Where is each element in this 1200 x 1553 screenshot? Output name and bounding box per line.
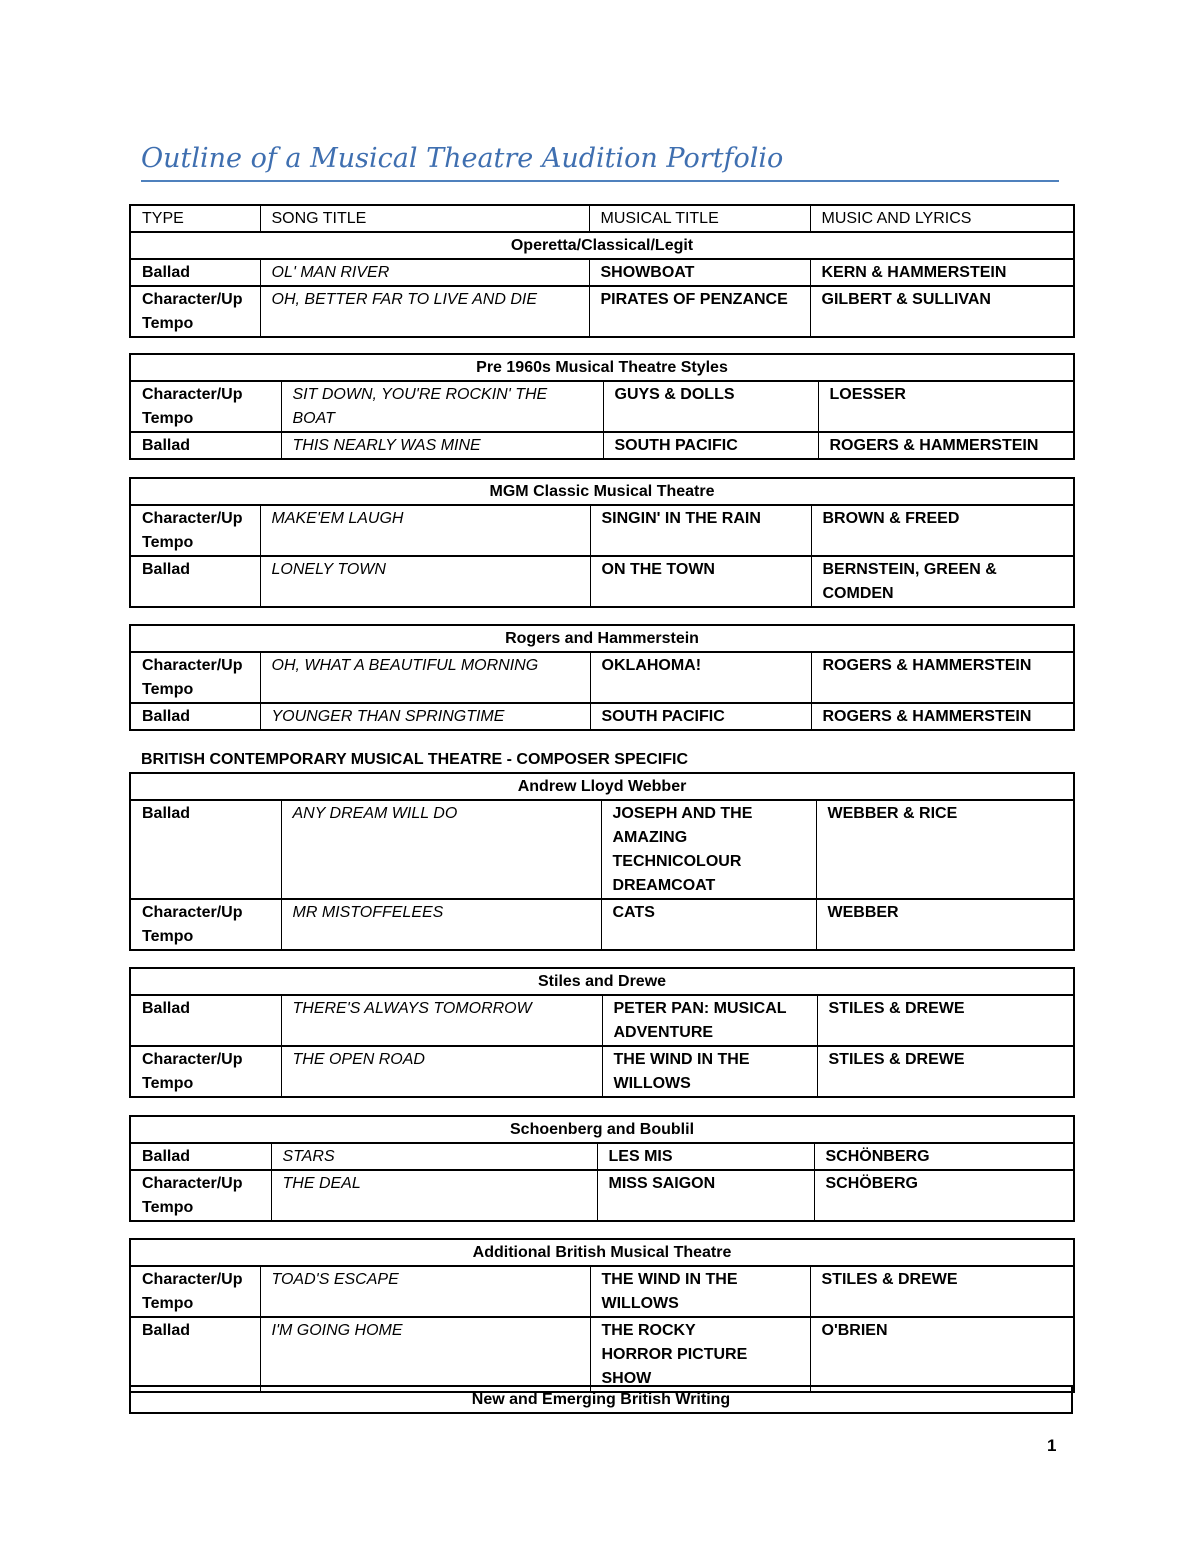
table-row xyxy=(130,800,1074,899)
british-contemporary-label: BRITISH CONTEMPORARY MUSICAL THEATRE - COMPOSER SPECIFIC xyxy=(141,751,688,768)
credits-cell: KERN & HAMMERSTEIN xyxy=(810,259,1074,286)
section-heading: Operetta/Classical/Legit xyxy=(130,232,1074,259)
song-cell: ANY DREAM WILL DO xyxy=(281,800,601,899)
song-cell: THIS NEARLY WAS MINE xyxy=(281,432,603,459)
header-type: TYPE xyxy=(130,205,260,232)
table-row xyxy=(130,1046,1074,1097)
musical-cell: LES MIS xyxy=(597,1143,814,1170)
type-cell: Character/Up Tempo xyxy=(130,1046,281,1097)
musical-cell: GUYS & DOLLS xyxy=(603,381,818,432)
table-row xyxy=(130,432,1074,459)
credits-cell: SCHÖNBERG xyxy=(814,1143,1074,1170)
type-cell: Character/Up Tempo xyxy=(130,505,260,556)
type-cell: Ballad xyxy=(130,432,281,459)
type-cell: Character/Up Tempo xyxy=(130,1170,271,1221)
musical-cell: SHOWBOAT xyxy=(589,259,810,286)
song-cell: OH, BETTER FAR TO LIVE AND DIE xyxy=(260,286,589,337)
table-new-emerging xyxy=(129,1385,1073,1414)
credits-cell: LOESSER xyxy=(818,381,1074,432)
musical-cell: PETER PAN: MUSICAL ADVENTURE xyxy=(602,995,817,1046)
section-heading-row xyxy=(130,354,1074,381)
musical-cell: OKLAHOMA! xyxy=(590,652,811,703)
table-row xyxy=(130,286,1074,337)
musical-cell: SOUTH PACIFIC xyxy=(590,703,811,730)
credits-cell: GILBERT & SULLIVAN xyxy=(810,286,1074,337)
credits-cell: WEBBER & RICE xyxy=(816,800,1074,899)
musical-cell: JOSEPH AND THE AMAZING TECHNICOLOUR DREAMCOAT xyxy=(601,800,816,899)
song-cell: OL' MAN RIVER xyxy=(260,259,589,286)
type-cell: Character/Up Tempo xyxy=(130,286,260,337)
section-heading-row xyxy=(130,773,1074,800)
song-cell: THE OPEN ROAD xyxy=(281,1046,602,1097)
credits-cell: ROGERS & HAMMERSTEIN xyxy=(811,703,1074,730)
type-cell: Ballad xyxy=(130,800,281,899)
song-cell: LONELY TOWN xyxy=(260,556,590,607)
table-row xyxy=(130,899,1074,950)
song-cell: MAKE'EM LAUGH xyxy=(260,505,590,556)
song-cell: THERE'S ALWAYS TOMORROW xyxy=(281,995,602,1046)
section-heading-row xyxy=(130,232,1074,259)
table-row xyxy=(130,556,1074,607)
type-cell: Ballad xyxy=(130,556,260,607)
table-mgm xyxy=(129,477,1075,608)
song-cell: SIT DOWN, YOU'RE ROCKIN' THE BOAT xyxy=(281,381,603,432)
section-heading: MGM Classic Musical Theatre xyxy=(130,478,1074,505)
table-row xyxy=(130,652,1074,703)
song-cell: THE DEAL xyxy=(271,1170,597,1221)
table-row xyxy=(130,703,1074,730)
credits-cell: BROWN & FREED xyxy=(811,505,1074,556)
credits-cell: WEBBER xyxy=(816,899,1074,950)
musical-cell: SINGIN' IN THE RAIN xyxy=(590,505,811,556)
table-additional-british xyxy=(129,1238,1075,1393)
credits-cell: SCHÖBERG xyxy=(814,1170,1074,1221)
table-row xyxy=(130,1143,1074,1170)
credits-cell: STILES & DREWE xyxy=(810,1266,1074,1317)
musical-cell: THE WIND IN THE WILLOWS xyxy=(602,1046,817,1097)
table-row xyxy=(130,995,1074,1046)
table-lloyd-webber xyxy=(129,772,1075,951)
song-cell: MR MISTOFFELEES xyxy=(281,899,601,950)
type-cell: Ballad xyxy=(130,1317,260,1392)
type-cell: Ballad xyxy=(130,259,260,286)
section-heading: Additional British Musical Theatre xyxy=(130,1239,1074,1266)
song-cell: YOUNGER THAN SPRINGTIME xyxy=(260,703,590,730)
credits-cell: ROGERS & HAMMERSTEIN xyxy=(811,652,1074,703)
section-heading: Stiles and Drewe xyxy=(130,968,1074,995)
section-heading-row xyxy=(130,968,1074,995)
song-cell: OH, WHAT A BEAUTIFUL MORNING xyxy=(260,652,590,703)
credits-cell: O'BRIEN xyxy=(810,1317,1074,1392)
table-schoenberg-boublil xyxy=(129,1115,1075,1222)
type-cell: Character/Up Tempo xyxy=(130,899,281,950)
musical-cell: ON THE TOWN xyxy=(590,556,811,607)
header-row xyxy=(130,205,1074,232)
table-pre-1960s xyxy=(129,353,1075,460)
header-song-title: SONG TITLE xyxy=(260,205,589,232)
credits-cell: STILES & DREWE xyxy=(817,1046,1074,1097)
table-operetta xyxy=(129,204,1075,338)
page-number: 1 xyxy=(1047,1436,1057,1455)
musical-cell: THE WIND IN THE WILLOWS xyxy=(590,1266,810,1317)
section-heading-row xyxy=(130,478,1074,505)
section-heading: Pre 1960s Musical Theatre Styles xyxy=(130,354,1074,381)
document-title: Outline of a Musical Theatre Audition Portfolio xyxy=(141,140,1059,182)
table-stiles-drewe xyxy=(129,967,1075,1098)
section-heading-row xyxy=(130,1116,1074,1143)
section-heading: Rogers and Hammerstein xyxy=(130,625,1074,652)
credits-cell: ROGERS & HAMMERSTEIN xyxy=(818,432,1074,459)
type-cell: Character/Up Tempo xyxy=(130,381,281,432)
table-row xyxy=(130,1266,1074,1317)
table-rogers-hammerstein xyxy=(129,624,1075,731)
section-heading: Schoenberg and Boublil xyxy=(130,1116,1074,1143)
musical-cell: THE ROCKY HORROR PICTURE SHOW xyxy=(590,1317,810,1392)
table-row xyxy=(130,259,1074,286)
table-row xyxy=(130,1317,1074,1392)
musical-cell: CATS xyxy=(601,899,816,950)
musical-cell: PIRATES OF PENZANCE xyxy=(589,286,810,337)
song-cell: TOAD'S ESCAPE xyxy=(260,1266,590,1317)
header-music-lyrics: MUSIC AND LYRICS xyxy=(810,205,1074,232)
type-cell: Ballad xyxy=(130,995,281,1046)
musical-cell: SOUTH PACIFIC xyxy=(603,432,818,459)
section-heading: Andrew Lloyd Webber xyxy=(130,773,1074,800)
type-cell: Ballad xyxy=(130,703,260,730)
section-heading-row xyxy=(130,1386,1072,1413)
section-heading-row xyxy=(130,1239,1074,1266)
type-cell: Character/Up Tempo xyxy=(130,652,260,703)
table-row xyxy=(130,505,1074,556)
table-row xyxy=(130,1170,1074,1221)
type-cell: Character/Up Tempo xyxy=(130,1266,260,1317)
type-cell: Ballad xyxy=(130,1143,271,1170)
table-row xyxy=(130,381,1074,432)
credits-cell: BERNSTEIN, GREEN & COMDEN xyxy=(811,556,1074,607)
song-cell: STARS xyxy=(271,1143,597,1170)
musical-cell: MISS SAIGON xyxy=(597,1170,814,1221)
song-cell: I'M GOING HOME xyxy=(260,1317,590,1392)
section-heading: New and Emerging British Writing xyxy=(130,1386,1072,1413)
section-heading-row xyxy=(130,625,1074,652)
credits-cell: STILES & DREWE xyxy=(817,995,1074,1046)
header-musical-title: MUSICAL TITLE xyxy=(589,205,810,232)
